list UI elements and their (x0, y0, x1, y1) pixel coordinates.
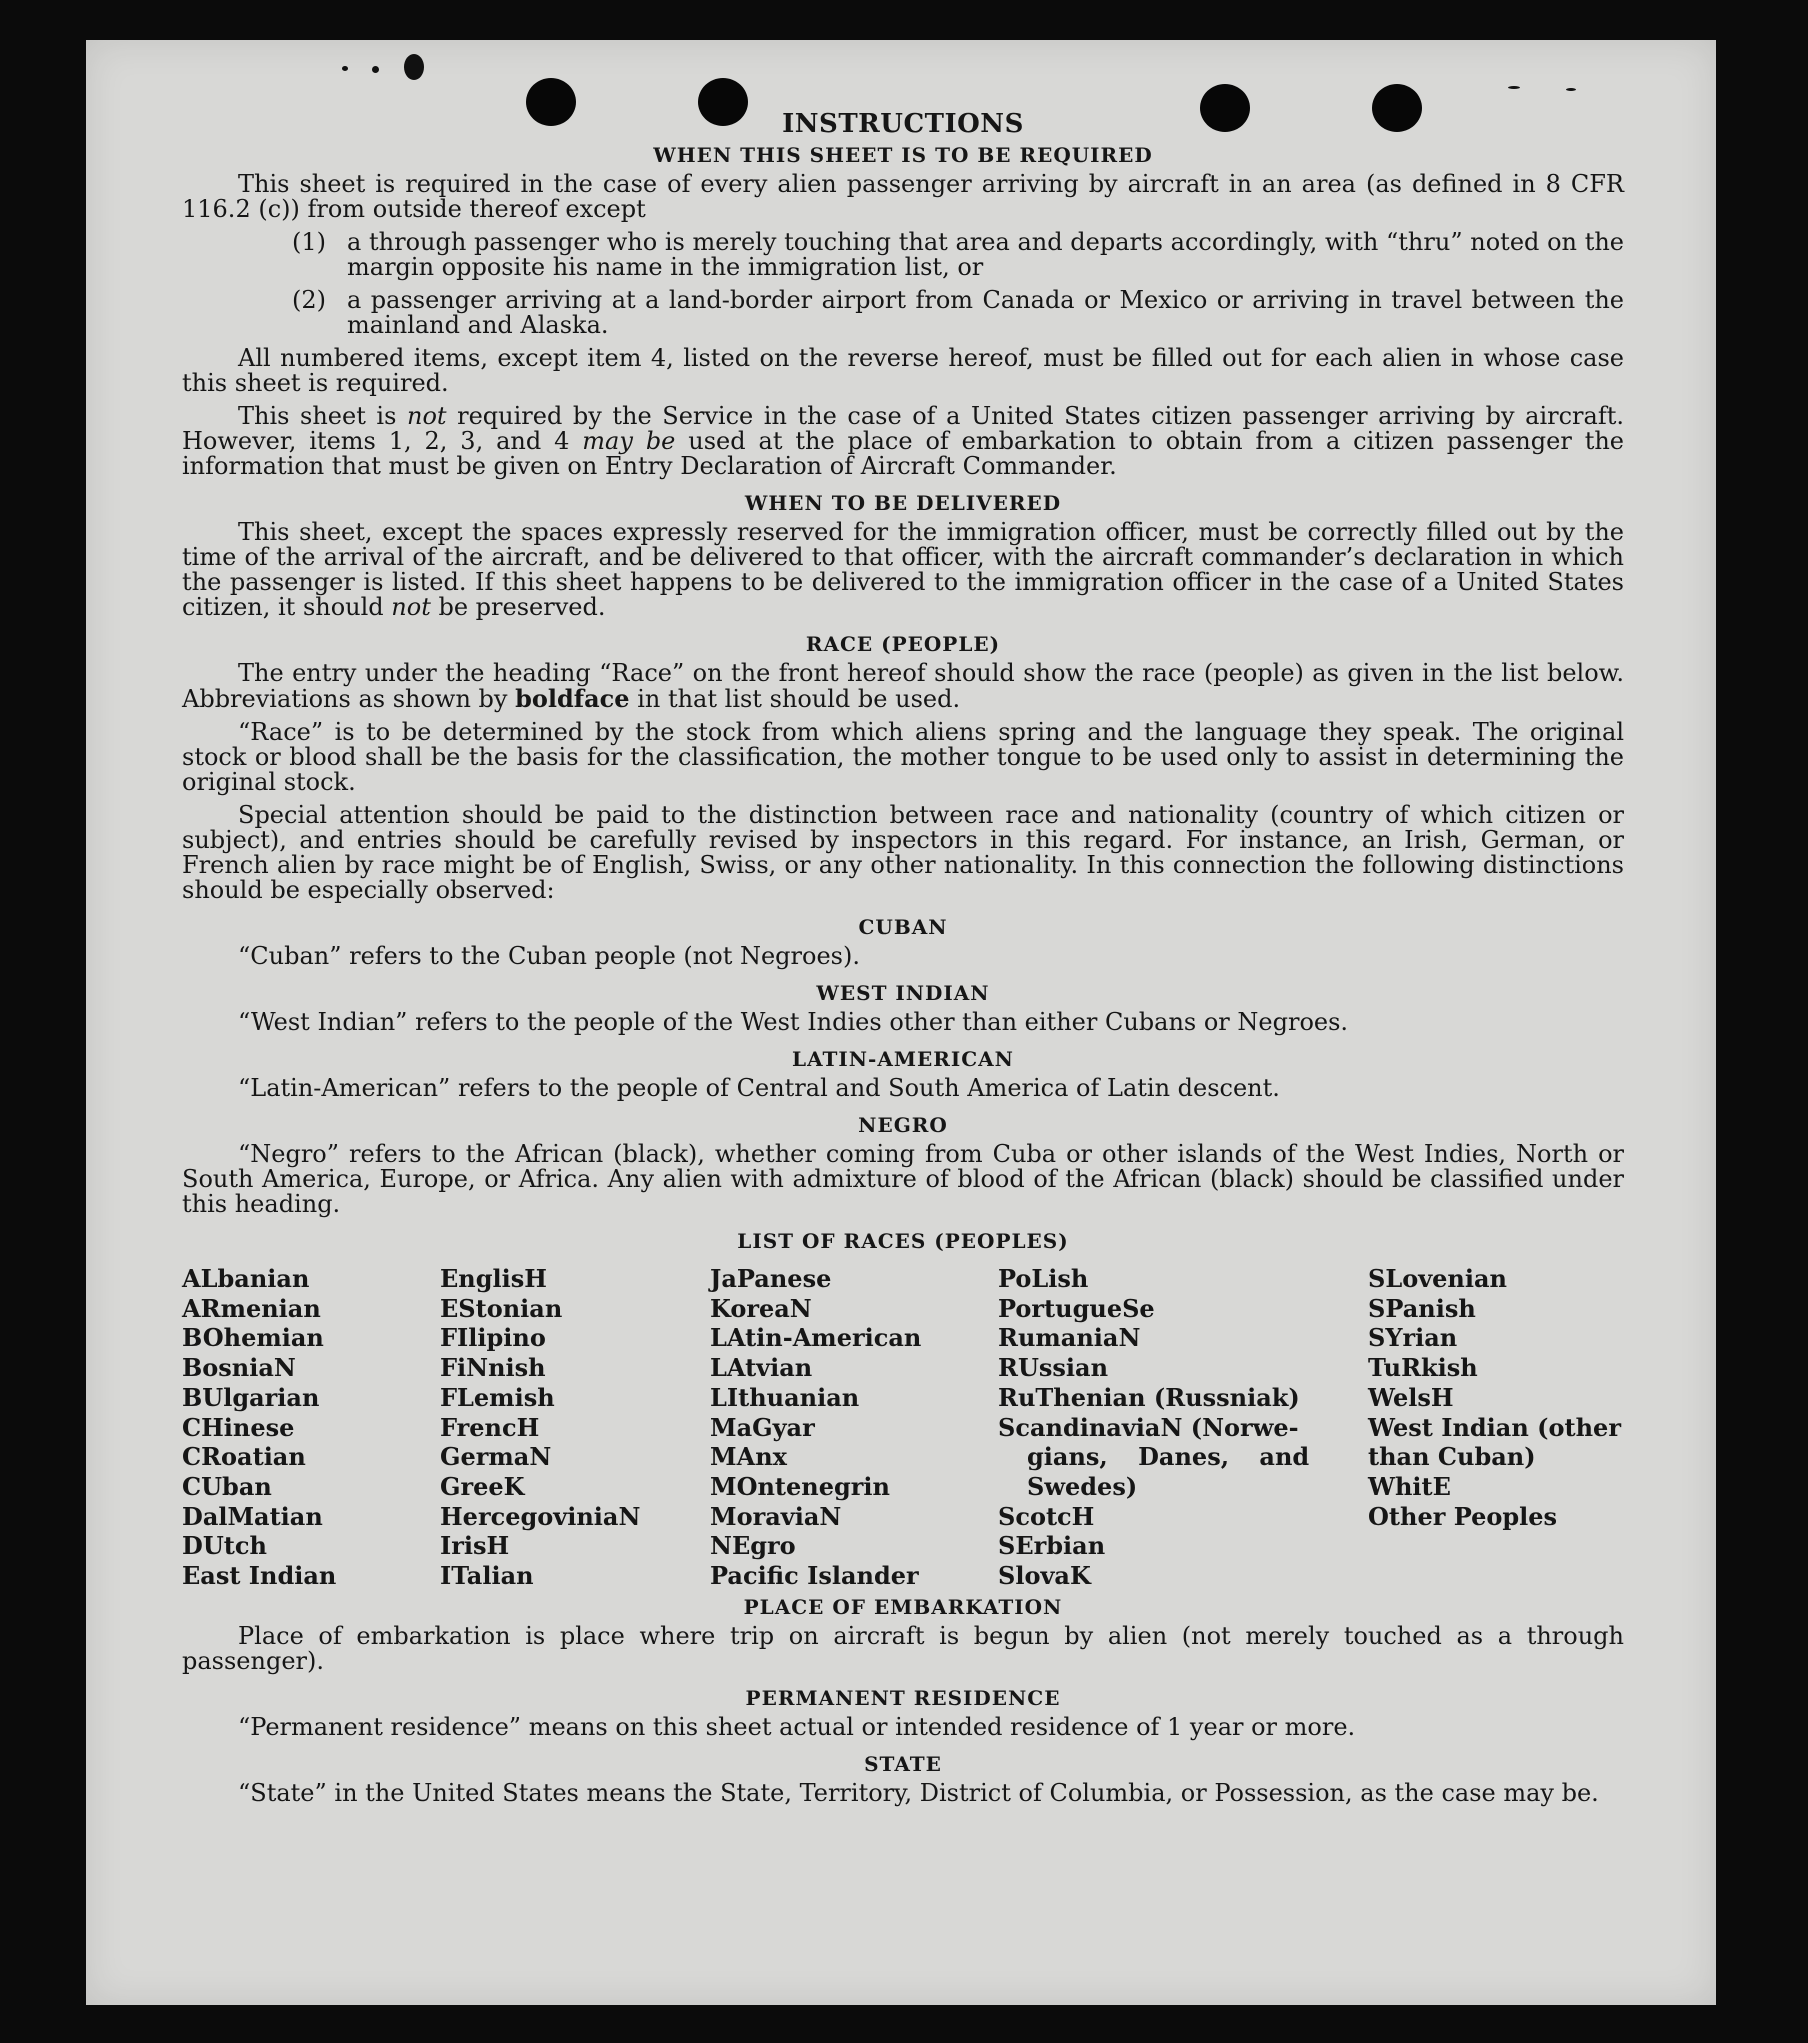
race-entry: FrencH (440, 1412, 540, 1442)
race-column (182, 1264, 440, 1591)
paragraph: This sheet, except the spaces expressly reserved for the immigration officer, must be correctly filled out by the time of the arrival of the aircraft, and be delivered to that officer, with the aircraft commander’s declaration in which the passenger is listed. If this sheet happens to be delivered to the immigration officer in the case of a United States citizen, it should not be preserved. (182, 518, 1624, 621)
race-entry: PortugueSe (998, 1293, 1155, 1323)
ink-speck (1508, 86, 1520, 89)
section-heading: PERMANENT RESIDENCE (745, 1685, 1061, 1710)
race-entry: East Indian (182, 1561, 337, 1591)
race-entry: ITalian (440, 1561, 534, 1591)
paragraph: “West Indian” refers to the people of the West Indies other than either Cubans or Negroes. (238, 1008, 1349, 1036)
race-entry: MOntenegrin (710, 1471, 890, 1501)
section-heading: LIST OF RACES (PEOPLES) (737, 1229, 1069, 1253)
race-entry: ScotcH (998, 1501, 1095, 1531)
race-entry: RuThenian (Russniak) (998, 1382, 1300, 1412)
race-entry: than Cuban) (1368, 1442, 1536, 1472)
race-entry: ARmenian (182, 1293, 321, 1323)
race-entry: gians, Danes, and (1027, 1442, 1310, 1472)
section-heading: WEST INDIAN (816, 981, 990, 1005)
paragraph: “Latin-American” refers to the people of Central and South America of Latin descent. (238, 1074, 1280, 1102)
race-entry: TuRkish (1368, 1353, 1478, 1383)
race-entry: ALbanian (182, 1264, 310, 1293)
document-page (86, 40, 1716, 2005)
list-item (182, 230, 1624, 280)
paragraph: This sheet is required in the case of every alien passenger arriving by aircraft in an area (as defined in 8 CFR 116.2 (c)) from outside thereof except (182, 170, 1624, 223)
race-entry: KoreaN (710, 1293, 812, 1323)
race-entry: Other Peoples (1368, 1501, 1558, 1531)
section-heading: LATIN-AMERICAN (792, 1047, 1014, 1071)
race-entry: ScandinaviaN (Norwe- (998, 1412, 1299, 1442)
paragraph: “Race” is to be determined by the stock from which aliens spring and the language they speak. The original stock or blood shall be the basis for the classification, the mother tongue to be used only to assist in determining the original stock. (182, 718, 1624, 796)
race-entry: LAtin-American (710, 1323, 922, 1353)
race-entry: EnglisH (440, 1264, 547, 1293)
instructions-text (182, 109, 1625, 1814)
paragraph: “State” in the United States means the State, Territory, District of Columbia, or Possession, as the case may be. (238, 1778, 1599, 1807)
ink-speck (404, 54, 424, 80)
race-entry: GermaN (440, 1442, 552, 1472)
race-entry: SYrian (1368, 1323, 1458, 1353)
race-entry: DalMatian (182, 1501, 323, 1531)
race-entry: BUlgarian (182, 1382, 320, 1412)
race-entry: DUtch (182, 1531, 267, 1561)
list-item (182, 288, 1624, 338)
ink-speck (1566, 88, 1576, 91)
paragraph: Special attention should be paid to the distinction between race and nationality (country of which citizen or subject), and entries should be carefully revised by inspectors in this regard. For instance, an Irish, German, or French alien by race might be of English, Swiss, or any other nationality. In this connection the following distinctions should be especially observed: (182, 801, 1624, 904)
race-entry: FLemish (440, 1382, 555, 1412)
race-entry: WhitE (1368, 1471, 1451, 1501)
race-entry: MaGyar (710, 1412, 815, 1442)
section-heading: WHEN THIS SHEET IS TO BE REQUIRED (653, 143, 1153, 167)
race-column (1368, 1264, 1624, 1591)
race-entry: CUban (182, 1471, 272, 1501)
race-entry: PoLish (998, 1264, 1089, 1293)
race-entry: RUssian (998, 1353, 1109, 1383)
race-entry: HercegoviniaN (440, 1501, 641, 1531)
section-heading: NEGRO (858, 1113, 948, 1137)
race-entry: IrisH (440, 1531, 510, 1561)
race-entry: MoraviaN (710, 1501, 842, 1531)
race-entry: NEgro (710, 1531, 796, 1561)
race-entry: West Indian (other (1368, 1412, 1621, 1442)
page-title: INSTRUCTIONS (782, 109, 1024, 139)
race-entry: RumaniaN (998, 1323, 1141, 1353)
race-entry: LIthuanian (710, 1382, 860, 1412)
race-entry: EStonian (440, 1293, 563, 1323)
race-entry: WelsH (1368, 1382, 1454, 1412)
paragraph: “Cuban” refers to the Cuban people (not Negroes). (238, 942, 860, 970)
race-entry: Swedes) (1027, 1471, 1138, 1501)
ink-speck (372, 66, 379, 73)
section-heading: CUBAN (858, 915, 948, 939)
race-column (998, 1264, 1368, 1591)
item-number: (1) (292, 228, 326, 256)
race-entry: MAnx (710, 1442, 787, 1472)
race-entry: SPanish (1368, 1293, 1476, 1323)
item-text: a passenger arriving at a land-border airport from Canada or Mexico or arriving in travel between the mainland and Alaska. (347, 286, 1624, 339)
item-text: a through passenger who is merely touching that area and departs accordingly, with “thru” noted on the margin opposite his name in the immigration list, or (347, 228, 1624, 281)
item-number: (2) (292, 286, 326, 314)
section-heading: WHEN TO BE DELIVERED (744, 491, 1062, 515)
paragraph: The entry under the heading “Race” on the front hereof should show the race (people) as given in the list below. Abbreviations as shown by boldface in that list should be used. (182, 659, 1624, 713)
paragraph: All numbered items, except item 4, listed on the reverse hereof, must be filled out for each alien in whose case this sheet is required. (182, 344, 1624, 397)
race-entry: SlovaK (998, 1561, 1091, 1591)
race-entry: CRoatian (182, 1442, 306, 1472)
race-entry: BOhemian (182, 1323, 324, 1353)
race-entry: CHinese (182, 1412, 295, 1442)
section-heading: STATE (864, 1751, 942, 1776)
paragraph: This sheet is not required by the Service in the case of a United States citizen passenger arriving by aircraft. However, items 1, 2, 3, and 4 may be used at the place of embarkation to obtain from a citizen passenger the information that must be given on Entry Declaration of Aircraft Commander. (182, 402, 1625, 480)
race-entry: LAtvian (710, 1353, 813, 1383)
paragraph: Place of embarkation is place where trip on aircraft is begun by alien (not merely touched as a through passenger). (182, 1621, 1624, 1675)
race-entry: SLovenian (1368, 1264, 1507, 1293)
race-column (440, 1264, 710, 1591)
race-entry: JaPanese (710, 1264, 832, 1293)
race-entry: Pacific Islander (710, 1561, 919, 1591)
race-entry: BosniaN (182, 1353, 296, 1383)
race-entry: GreeK (440, 1471, 525, 1501)
paragraph: “Permanent residence” means on this sheet actual or intended residence of 1 year or more. (238, 1712, 1356, 1741)
ink-speck (342, 66, 348, 71)
section-heading: RACE (PEOPLE) (805, 632, 1001, 656)
race-entry: SErbian (998, 1531, 1106, 1561)
paragraph: “Negro” refers to the African (black), whether coming from Cuba or other islands of the West Indies, North or South America, Europe, or Africa. Any alien with admixture of blood of the African (black) should be classified under this heading. (182, 1140, 1624, 1218)
section-heading: PLACE OF EMBARKATION (743, 1594, 1063, 1619)
race-entry: FiNnish (440, 1353, 546, 1383)
race-list (182, 1264, 1624, 1591)
race-column (710, 1264, 998, 1591)
race-entry: FIlipino (440, 1323, 546, 1353)
